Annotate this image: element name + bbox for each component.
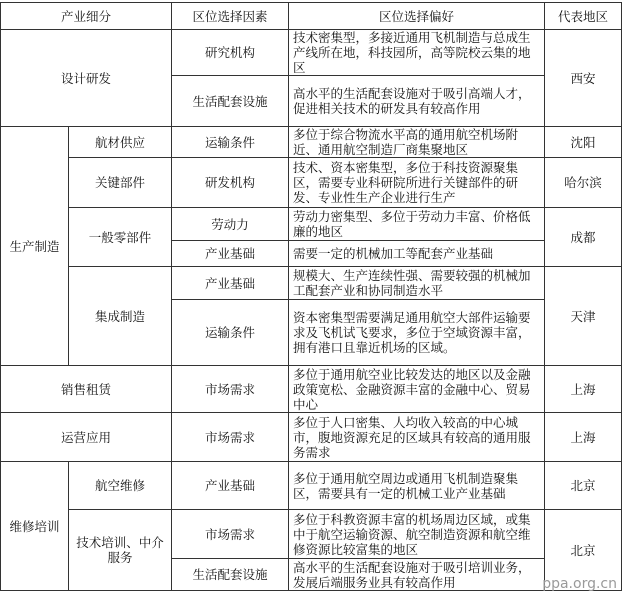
preference-cell: 多位于科教资源丰富的机场周边区域，或集中于航空运输资源、航空制造资源和航空维修资源比较富集的地区 [289,510,545,559]
factor-cell: 研发机构 [172,158,289,208]
table-row [1,127,622,158]
sub-segment-cell: 航空维修 [69,462,172,510]
header-representative-region: 代表地区 [545,3,622,30]
region-cell: 西安 [545,30,622,127]
factor-cell: 生活配套设施 [172,559,289,591]
table-header-row [1,3,622,30]
table-row [1,413,622,462]
sub-segment-cell: 技术培训、中介服务 [69,510,172,591]
factor-cell: 产业基础 [172,241,289,267]
preference-cell: 多位于综合物流水平高的通用航空机场附近、通用航空制造厂商集聚地区 [289,127,545,158]
watermark: ppa.org.cn [542,576,617,592]
preference-cell: 多位于通用航空周边或通用飞机制造聚集区，需要具有一定的机械工业产业基础 [289,462,545,510]
table-row [1,510,622,559]
table-row [1,366,622,413]
header-location-preference: 区位选择偏好 [289,3,545,30]
table-row [1,158,622,208]
header-location-factor: 区位选择因素 [172,3,289,30]
table-row [1,267,622,300]
region-cell: 北京 [545,510,622,591]
industry-location-table [0,2,622,591]
factor-cell: 研究机构 [172,30,289,76]
region-cell: 哈尔滨 [545,158,622,208]
factor-cell: 产业基础 [172,267,289,300]
segment-cell: 销售租赁 [1,366,172,413]
region-cell: 天津 [545,267,622,366]
factor-cell: 产业基础 [172,462,289,510]
segment-cell: 设计研发 [1,30,172,127]
sub-segment-cell: 关键部件 [69,158,172,208]
factor-cell: 市场需求 [172,366,289,413]
region-cell: 上海 [545,366,622,413]
preference-cell: 技术密集型，多接近通用飞机制造与总成生产线所在地，科技园所，高等院校云集的地区 [289,30,545,76]
segment-cell: 运营应用 [1,413,172,462]
region-cell: 北京 [545,462,622,510]
factor-cell: 运输条件 [172,127,289,158]
preference-cell: 多位于人口密集、人均收入较高的中心城市，腹地资源充足的区域具有较高的通用服务需求 [289,413,545,462]
preference-cell: 多位于通用航空业比较发达的地区以及金融政策宽松、金融资源丰富的金融中心、贸易中心 [289,366,545,413]
region-cell: 上海 [545,413,622,462]
preference-cell: 需要一定的机械加工等配套产业基础 [289,241,545,267]
factor-cell: 运输条件 [172,300,289,366]
factor-cell: 市场需求 [172,510,289,559]
preference-cell: 高水平的生活配套设施对于吸引培训业务，发展后端服务业具有较高作用 [289,559,545,591]
segment-cell: 维修培训 [1,462,69,591]
sub-segment-cell: 航材供应 [69,127,172,158]
preference-cell: 规模大、生产连续性强、需要较强的机械加工配套产业和协同制造水平 [289,267,545,300]
sub-segment-cell: 集成制造 [69,267,172,366]
region-cell: 沈阳 [545,127,622,158]
preference-cell: 高水平的生活配套设施对于吸引高端人才，促进相关技术的研发具有较高作用 [289,76,545,127]
region-cell: 成都 [545,208,622,267]
preference-cell: 资本密集型需要满足通用航空大部件运输要求及飞机试飞要求，多位于空域资源丰富，拥有港口且靠近机场的区域。 [289,300,545,366]
preference-cell: 技术、资本密集型，多位于科技资源聚集区，需要专业科研院所进行关键部件的研发、专业性生产企业进行生产 [289,158,545,208]
table-row [1,208,622,241]
sub-segment-cell: 一般零部件 [69,208,172,267]
header-industry-segment: 产业细分 [1,3,172,30]
factor-cell: 生活配套设施 [172,76,289,127]
factor-cell: 劳动力 [172,208,289,241]
factor-cell: 市场需求 [172,413,289,462]
preference-cell: 劳动力密集型、多位于劳动力丰富、价格低廉的地区 [289,208,545,241]
segment-cell: 生产制造 [1,127,69,366]
table-row [1,462,622,510]
table-row [1,30,622,76]
